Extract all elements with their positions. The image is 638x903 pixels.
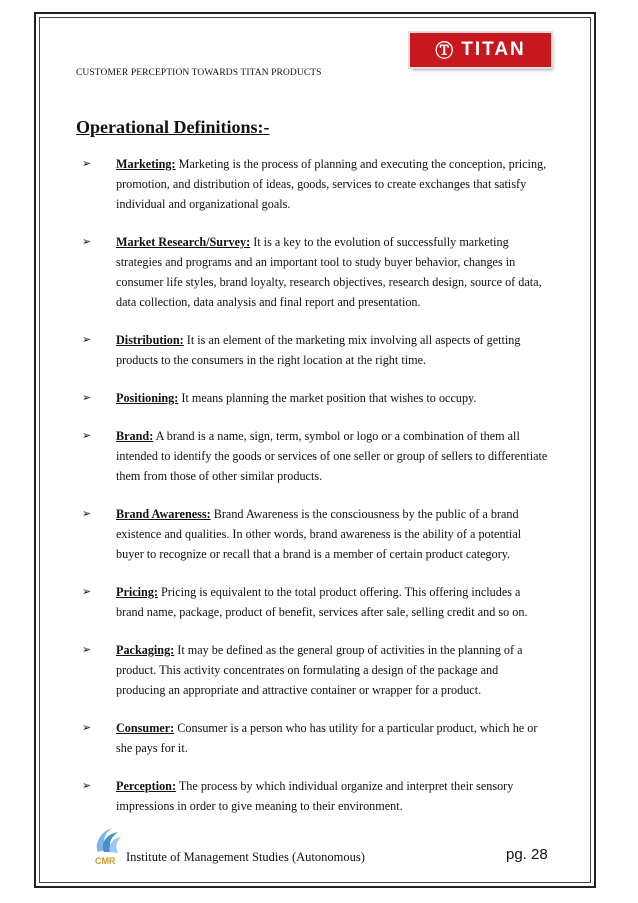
- arrow-bullet-icon: ➢: [82, 644, 92, 656]
- cmr-logo: [92, 826, 122, 872]
- definition-term: Market Research/Survey:: [116, 235, 251, 249]
- arrow-bullet-icon: ➢: [82, 722, 92, 734]
- definition-item: [80, 718, 550, 758]
- definition-text: Brand Awareness is the consciousness by the public of a brand existence and qualities. In other words, brand awareness is the ability of a potential buyer to recognize or recall that a brand is a member of certain product category.: [116, 507, 522, 561]
- definition-item: [80, 154, 550, 214]
- definitions-list: [80, 154, 550, 834]
- definition-term: Packaging:: [116, 643, 175, 657]
- arrow-bullet-icon: ➢: [82, 236, 92, 248]
- titan-logo: [410, 33, 551, 67]
- definition-term: Consumer:: [116, 721, 175, 735]
- definition-text: It is an element of the marketing mix involving all aspects of getting products to the consumers in the right location at the right time.: [116, 333, 521, 367]
- arrow-bullet-icon: ➢: [82, 508, 92, 520]
- arrow-bullet-icon: ➢: [82, 586, 92, 598]
- arrow-bullet-icon: ➢: [82, 158, 92, 170]
- definition-term: Pricing:: [116, 585, 158, 599]
- definition-term: Marketing:: [116, 157, 176, 171]
- titan-logo-text: TITAN: [461, 39, 526, 60]
- definition-item: [80, 640, 550, 700]
- definition-text: Pricing is equivalent to the total product offering. This offering includes a brand name, package, product of benefit, services after sale, selling credit and so on.: [116, 585, 528, 619]
- definition-text: It is a key to the evolution of successfully marketing strategies and programs and an important tool to study buyer behavior, changes in consumer life styles, brand loyalty, research objectives, research design, source of data, data collection, data analysis and final report and presentation.: [116, 235, 542, 309]
- arrow-bullet-icon: ➢: [82, 334, 92, 346]
- definition-term: Distribution:: [116, 333, 184, 347]
- arrow-bullet-icon: ➢: [82, 780, 92, 792]
- titan-emblem-icon: Ⓣ: [435, 41, 456, 61]
- definition-text: It means planning the market position that wishes to occupy.: [178, 391, 477, 405]
- definition-item: [80, 330, 550, 370]
- definition-item: [80, 426, 550, 486]
- definition-item: [80, 776, 550, 816]
- definition-term: Perception:: [116, 779, 177, 793]
- section-title: Operational Definitions:-: [76, 117, 270, 137]
- arrow-bullet-icon: ➢: [82, 392, 92, 404]
- definition-term: Brand Awareness:: [116, 507, 211, 521]
- definition-text: The process by which individual organize and interpret their sensory impressions in order to give meaning to their environment.: [116, 779, 514, 813]
- definition-text: Marketing is the process of planning and executing the conception, pricing, promotion, and distribution of ideas, goods, services to create exchanges that satisfy individual and organizational goals.: [116, 157, 547, 211]
- definition-text: A brand is a name, sign, term, symbol or logo or a combination of them all intended to identify the goods or services of one seller or group of sellers to differentiate them from those of other similar products.: [116, 429, 548, 483]
- page-number: pg. 28: [506, 846, 548, 863]
- footer-institute: Institute of Management Studies (Autonomous): [126, 850, 365, 864]
- document-header-title: CUSTOMER PERCEPTION TOWARDS TITAN PRODUCTS: [76, 68, 322, 78]
- definition-item: [80, 232, 550, 312]
- definition-item: [80, 582, 550, 622]
- arrow-bullet-icon: ➢: [82, 430, 92, 442]
- definition-text: It may be defined as the general group of activities in the planning of a product. This activity concentrates on formulating a design of the package and producing an appropriate and attractive container or wrapper for a product.: [116, 643, 523, 697]
- definition-item: [80, 388, 550, 408]
- cmr-logo-text: CMR: [95, 856, 116, 866]
- definition-term: Positioning:: [116, 391, 179, 405]
- definition-item: [80, 504, 550, 564]
- definition-term: Brand:: [116, 429, 154, 443]
- definition-text: Consumer is a person who has utility for a particular product, which he or she pays for it.: [116, 721, 538, 755]
